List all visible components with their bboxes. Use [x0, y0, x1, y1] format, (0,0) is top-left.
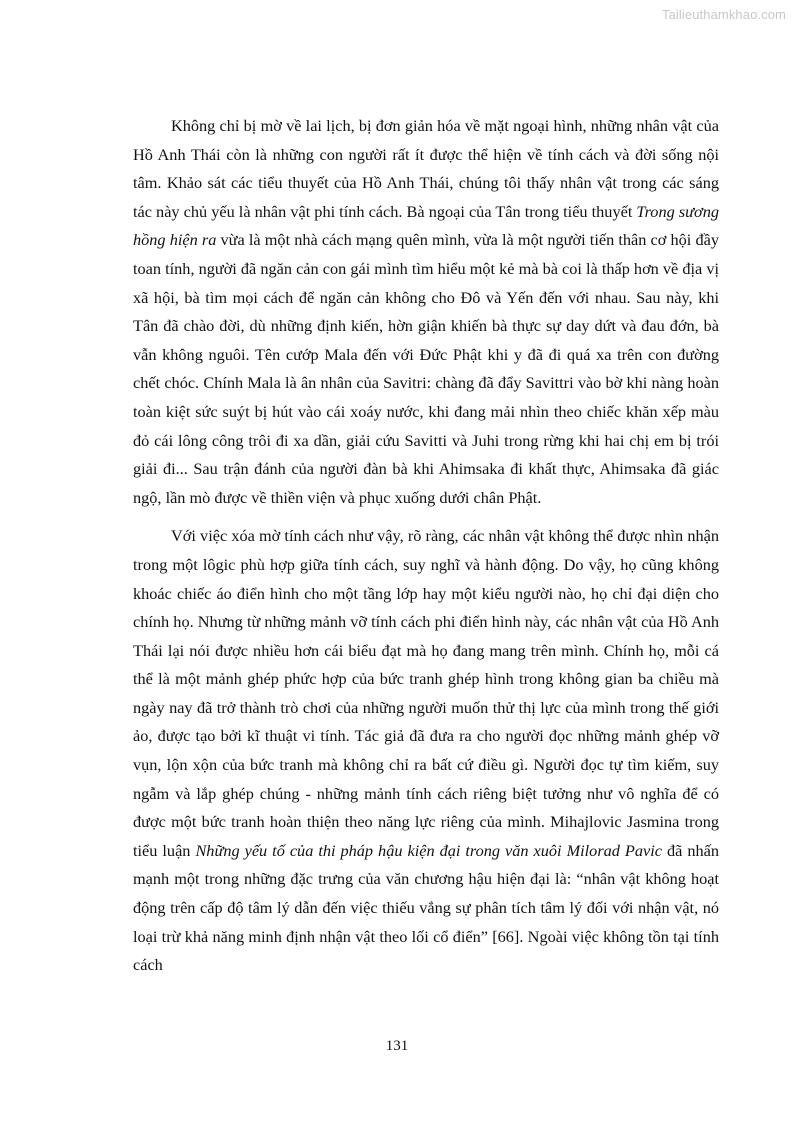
paragraph-1 — [133, 112, 719, 512]
paragraph-2-text-a: Với việc xóa mờ tính cách như vậy, rõ ràng, các nhân vật không thể được nhìn nhận trong một lôgic phù hợp giữa tính cách, suy nghĩ và hành động. Do vậy, họ cũng không khoác chiếc áo điển hình cho một tầng lớp hay một kiểu người nào, họ chỉ đại diện cho chính họ. Nhưng từ những mảnh vỡ tính cách phi điển hình này, các nhân vật của Hồ Anh Thái lại nói được nhiều hơn cái biểu đạt mà họ đang mang trên mình. Chính họ, mỗi cá thể là một mảnh ghép phức hợp của bức tranh ghép hình trong không gian ba chiều mà ngày nay đã trở thành trò chơi của những người muốn thử thị lực của mình trong thế giới ảo, được tạo bởi kĩ thuật vi tính. Tác giả đã đưa ra cho người đọc những mảnh ghép vỡ vụn, lộn xộn của bức tranh mà không chỉ ra bất cứ điều gì. Người đọc tự tìm kiếm, suy ngẫm và lắp ghép chúng - những mảnh tính cách riêng biệt tưởng như vô nghĩa để có được một bức tranh hoàn thiện theo năng lực riêng của mình. Mihajlovic Jasmina trong tiểu luận — [133, 526, 719, 860]
watermark-text: Tailieuthamkhao.com — [661, 7, 786, 22]
book-title-trong-suong-hong-hien-ra: Trong sương hồng hiện ra — [133, 201, 719, 250]
page-body — [133, 112, 719, 980]
paragraph-2-text-b: đã nhấn mạnh một trong những đặc trưng của văn chương hậu hiện đại là: “nhân vật không hoạt động trên cấp độ tâm lý dẫn đến việc thiếu vắng sự phân tích tâm lý đối với nhận vật, nó loại trừ khả năng minh định nhận vật theo lối cổ điển” [66]. Ngoài việc không tồn tại tính cách — [133, 840, 719, 975]
paragraph-1-text-a: Không chỉ bị mờ về lai lịch, bị đơn giản hóa về mặt ngoại hình, những nhân vật của Hồ Anh Thái còn là những con người rất ít được thể hiện về tính cách và đời sống nội tâm. Khảo sát các tiểu thuyết của Hồ Anh Thái, chúng tôi thấy nhân vật trong các sáng tác này chủ yếu là nhân vật phi tính cách. Bà ngoại của Tân trong tiểu thuyết — [133, 116, 719, 221]
paragraph-2 — [133, 522, 719, 980]
essay-title-milorad-pavic: Những yếu tố của thi pháp hậu kiện đại trong văn xuôi Milorad Pavic — [195, 840, 662, 860]
page-number: 131 — [385, 1038, 409, 1054]
paragraph-1-text-b: vừa là một nhà cách mạng quên mình, vừa là một người tiến thân cơ hội đầy toan tính, người đã ngăn cản con gái mình tìm hiểu một kẻ mà bà coi là thấp hơn về địa vị xã hội, bà tìm mọi cách để ngăn cản không cho Đô và Yến đến với nhau. Sau này, khi Tân đã chào đời, dù những định kiến, hờn giận khiến bà thực sự day dứt và đau đớn, bà vẫn không nguôi. Tên cướp Mala đến với Đức Phật khi y đã đi quá xa trên con đường chết chóc. Chính Mala là ân nhân của Savitri: chàng đã đẩy Savittri vào bờ khi nàng hoàn toàn kiệt sức suýt bị hút vào cái xoáy nước, khi đang mải nhìn theo chiếc khăn xếp màu đỏ cái lông công trôi đi xa dần, giải cứu Savitti và Juhi trong rừng khi hai chị em bị trói giải đi... Sau trận đánh của người đàn bà khi Ahimsaka đi khất thực, Ahimsaka đã giác ngộ, lần mò được về thiền viện và phục xuống dưới chân Phật. — [133, 230, 719, 507]
